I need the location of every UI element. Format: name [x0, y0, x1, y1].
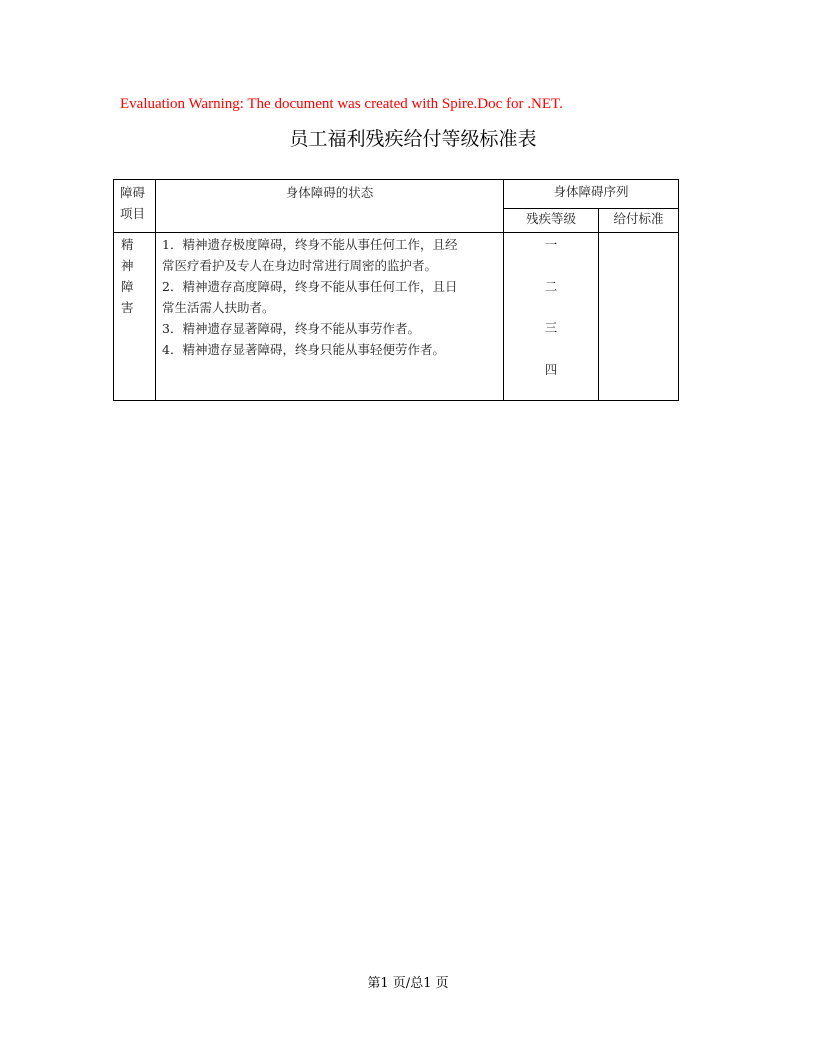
table-row: [114, 233, 679, 401]
state-line: 常生活需人扶助者。: [162, 300, 275, 315]
header-level-cell: 残疾等级: [504, 209, 599, 233]
category-char: 障: [121, 279, 134, 294]
state-cell: [156, 233, 504, 401]
category-char: 神: [121, 258, 134, 273]
state-line: 4．精神遗存显著障碍，终身只能从事轻便劳作者。: [162, 342, 445, 357]
state-line: 3．精神遗存显著障碍，终身不能从事劳作者。: [162, 321, 420, 336]
state-line: 常医疗看护及专人在身边时常进行周密的监护者。: [162, 258, 438, 273]
document-title: 员工福利残疾给付等级标准表: [289, 128, 537, 150]
disability-benefit-table: [113, 179, 679, 401]
level-value: 一: [544, 237, 558, 252]
level-value: 三: [544, 320, 558, 335]
state-line: 2．精神遗存高度障碍，终身不能从事任何工作，且日: [162, 279, 458, 294]
category-char: 害: [121, 300, 134, 315]
state-line: 1．精神遗存极度障碍，终身不能从事任何工作，且经: [162, 237, 458, 252]
header-item-line1: 障碍: [120, 185, 146, 200]
level-cell: [504, 233, 599, 401]
level-value: 二: [544, 278, 558, 294]
header-standard-cell: 给付标准: [599, 209, 679, 233]
level-value: 四: [544, 361, 558, 377]
table-header-row: [114, 180, 679, 209]
standard-cell: [599, 233, 679, 401]
category-cell: [114, 233, 156, 401]
header-state-cell: 身体障碍的状态: [156, 180, 504, 233]
header-sequence-cell: 身体障碍序列: [504, 180, 679, 209]
page-footer: 第1 页/总1 页: [367, 976, 449, 991]
category-char: 精: [121, 237, 134, 252]
header-item-cell: [114, 180, 156, 233]
evaluation-warning: Evaluation Warning: The document was created with Spire.Doc for .NET.: [120, 96, 563, 112]
header-item-line2: 项目: [120, 206, 146, 221]
